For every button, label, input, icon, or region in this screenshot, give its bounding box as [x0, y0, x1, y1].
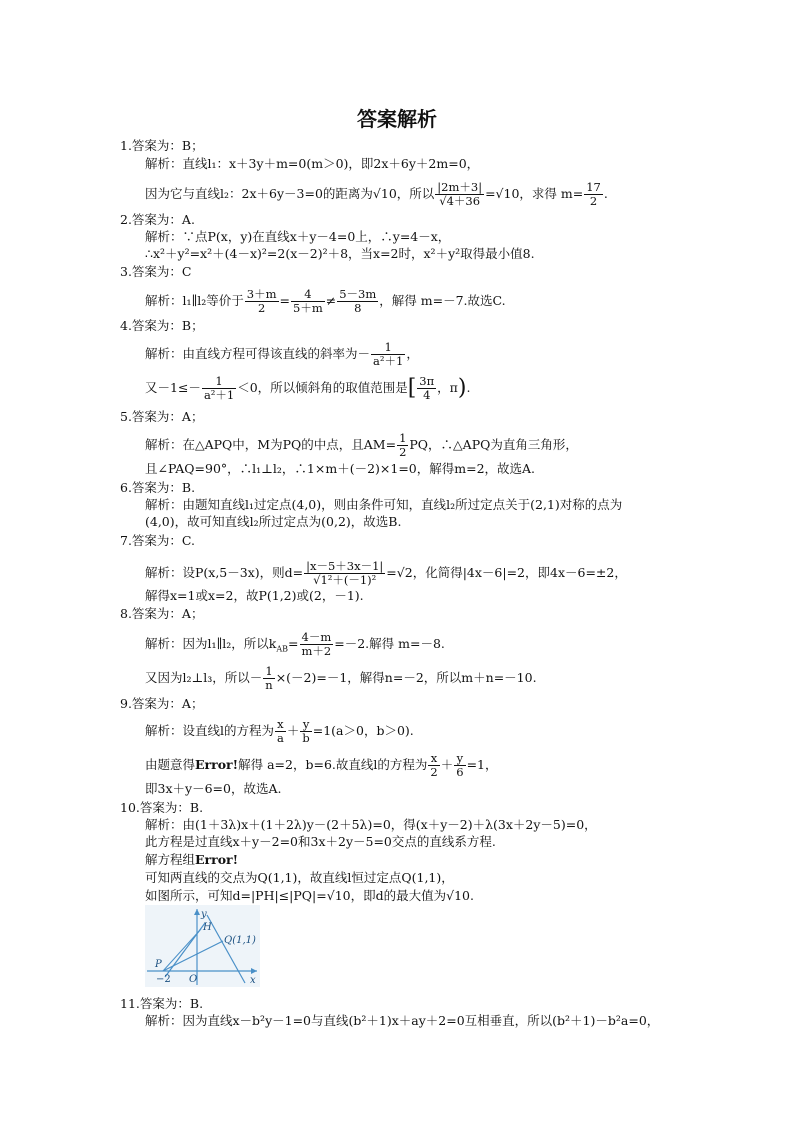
- solution-8-line-1: [145, 631, 445, 658]
- numerator: x: [428, 752, 439, 766]
- numerator: 17: [586, 180, 601, 194]
- page-title: 答案解析: [357, 107, 437, 131]
- answer-9: 9.答案为：A；: [120, 696, 204, 711]
- answer-8: 8.答案为：A；: [120, 606, 204, 621]
- right-paren: ): [457, 375, 467, 401]
- text: PQ，∴△APQ为直角三角形，: [409, 437, 578, 452]
- answer-3: 3.答案为：C: [120, 264, 192, 279]
- solution-10-line-1: 解析：由(1＋3λ)x＋(1＋2λ)y－(2＋5λ)=0，得(x＋y－2)＋λ(3x＋2y－5)=0，: [145, 817, 597, 832]
- text: 因为它与直线l₂：2x＋6y－3=0的距离为√10，所以: [145, 186, 435, 201]
- solution-6-line-2: (4,0)，故可知直线l₂所过定点为(0,2)，故选B.: [145, 514, 402, 529]
- fraction: [245, 288, 279, 315]
- solution-1-line-1: 解析：直线l₁：x＋3y＋m=0(m＞0)，即2x＋6y＋2m=0，: [145, 156, 480, 171]
- subscript: AB: [276, 644, 289, 654]
- numerator: 1: [202, 375, 236, 389]
- numerator: |2m＋3|: [437, 180, 483, 194]
- text: ≠: [325, 293, 337, 308]
- fraction: [304, 560, 385, 587]
- text: 又－1≤－: [145, 380, 201, 395]
- text: =1(a＞0，b＞0).: [312, 723, 414, 738]
- error-text: Error!: [195, 757, 239, 772]
- numerator: 1: [263, 665, 274, 679]
- fraction: [428, 752, 439, 779]
- text: ×(－2)=－1，解得n=－2，所以m＋n=－10.: [275, 670, 537, 685]
- solution-8-line-2: [145, 665, 537, 692]
- fraction: [435, 181, 484, 208]
- text: =: [288, 636, 299, 651]
- fraction: [291, 288, 325, 315]
- solution-9-line-1: [145, 718, 414, 745]
- label-H: H: [203, 922, 212, 933]
- denominator: n: [265, 678, 273, 692]
- solution-5-line-2: 且∠PAQ=90°，∴l₁⊥l₂，∴1×m＋(－2)×1=0，解得m=2，故选A.: [145, 461, 536, 476]
- text: ，π: [437, 380, 458, 395]
- denominator: 4: [423, 388, 431, 402]
- text: ＋: [286, 723, 300, 738]
- fraction: [397, 432, 408, 459]
- text: ，解得 m=－7.故选C.: [379, 293, 506, 308]
- numerator: y: [454, 752, 465, 766]
- answer-2: 2.答案为：A.: [120, 212, 195, 227]
- fraction: [454, 752, 465, 779]
- denominator: 6: [456, 765, 464, 779]
- denominator: a²＋1: [373, 354, 404, 368]
- denominator: √4＋36: [439, 194, 481, 208]
- fraction: [263, 665, 274, 692]
- text: ＋: [440, 757, 454, 772]
- text: .: [603, 186, 608, 201]
- label-y: y: [201, 909, 207, 920]
- numerator: 3π: [419, 374, 435, 388]
- fraction: [202, 375, 236, 402]
- answer-1: 1.答案为：B；: [120, 138, 204, 153]
- answer-5: 5.答案为：A；: [120, 409, 204, 424]
- solution-2-line-1: 解析：∵点P(x，y)在直线x＋y－4=0上，∴y=4－x，: [145, 229, 451, 244]
- numerator: 5－3m: [339, 287, 377, 301]
- numerator: 4－m: [301, 630, 332, 644]
- answer-10: 10.答案为：B.: [120, 800, 204, 815]
- text: 解析：在△APQ中，M为PQ的中点，且AM=: [145, 437, 397, 452]
- denominator: √1²＋(－1)²: [313, 573, 377, 587]
- fraction: [300, 631, 334, 658]
- text: 解析：l₁∥l₂等价于: [145, 293, 244, 308]
- denominator: a: [277, 731, 284, 745]
- label-x: x: [250, 975, 256, 986]
- solution-4-line-1: [145, 341, 419, 368]
- fraction: [275, 718, 286, 745]
- text: =－2.解得 m=－8.: [334, 636, 445, 651]
- label-O: O: [189, 974, 198, 985]
- text: 解析：因为l₁∥l₂，所以k: [145, 636, 277, 651]
- text: 又因为l₂⊥l₃，所以－: [145, 670, 263, 685]
- answer-6: 6.答案为：B.: [120, 480, 196, 495]
- text: 解方程组: [145, 852, 196, 867]
- denominator: 2: [430, 765, 438, 779]
- denominator: 8: [354, 301, 362, 315]
- solution-11-line-1: 解析：因为直线x－b²y－1=0与直线(b²＋1)x＋ay＋2=0互相垂直，所以(b²＋1)－b²a=0，: [145, 1013, 660, 1028]
- numerator: y: [300, 718, 311, 732]
- text: =√2，化简得|4x－6|=2，即4x－6=±2，: [386, 565, 627, 580]
- answer-11: 11.答案为：B.: [120, 996, 204, 1011]
- denominator: 2: [399, 445, 407, 459]
- text: =1，: [466, 757, 498, 772]
- numerator: 1: [371, 341, 405, 355]
- denominator: 2: [258, 301, 266, 315]
- solution-5-line-1: [145, 432, 578, 459]
- numerator: 1: [399, 431, 407, 445]
- text: 解析：设P(x,5－3x)，则d=: [145, 565, 304, 580]
- answer-7: 7.答案为：C.: [120, 533, 196, 548]
- text: 解析：由直线方程可得该直线的斜率为－: [145, 346, 371, 361]
- answer-4: 4.答案为：B；: [120, 318, 204, 333]
- denominator: b: [302, 731, 310, 745]
- fraction: [337, 288, 378, 315]
- solution-7-line-1: [145, 560, 627, 587]
- solution-6-line-1: 解析：由题知直线l₁过定点(4,0)，则由条件可知，直线l₂所过定点关于(2,1)对称的点为: [145, 497, 623, 512]
- label-P: P: [155, 959, 162, 970]
- solution-10-line-3: [145, 852, 238, 868]
- solution-3-line-1: [145, 288, 506, 315]
- fraction: [300, 718, 311, 745]
- numerator: 4: [291, 288, 325, 302]
- fraction: [584, 181, 603, 208]
- text: =√10，求得 m=: [485, 186, 584, 201]
- text: =: [279, 293, 291, 308]
- numerator: x: [275, 718, 286, 732]
- text: ＜0，所以倾斜角的取值范围是: [237, 380, 408, 395]
- solution-2-line-2: ∴x²＋y²=x²＋(4－x)²=2(x－2)²＋8，当x=2时，x²＋y²取得最小值8.: [145, 246, 535, 261]
- fraction: [417, 375, 436, 402]
- text: 由题意得: [145, 757, 196, 772]
- fraction: [371, 341, 405, 368]
- numerator: 3＋m: [246, 287, 277, 301]
- coordinate-figure: [145, 905, 260, 987]
- denominator: a²＋1: [203, 388, 235, 402]
- solution-4-line-2: 又－1≤－ $\frac{1}{\text{a²＋1}}$ ＜0，所以倾斜角的取值范围是[ $\frac{3\pi}{4}$ ，π).: [145, 374, 471, 402]
- solution-1-line-2: [145, 181, 608, 208]
- text: 解得 a=2，b=6.故直线l的方程为: [238, 757, 428, 772]
- denominator: m＋2: [301, 644, 332, 658]
- error-text: Error!: [195, 852, 239, 867]
- label-Q: Q(1,1): [224, 935, 256, 946]
- label-minus-2: −2: [156, 974, 171, 985]
- solution-9-line-2: [145, 752, 498, 779]
- solution-9-line-3: 即3x＋y－6=0，故选A.: [145, 781, 282, 796]
- left-bracket: [: [407, 375, 417, 401]
- solution-10-line-4: 可知两直线的交点为Q(1,1)，故直线l恒过定点Q(1,1)，: [145, 870, 454, 885]
- denominator: 5＋m: [293, 301, 323, 315]
- denominator: 2: [589, 194, 598, 208]
- solution-10-line-2: 此方程是过直线x＋y－2=0和3x＋2y－5=0交点的直线系方程.: [145, 834, 496, 849]
- solution-10-line-5: 如图所示，可知d=|PH|≤|PQ|=√10，即d的最大值为√10.: [145, 888, 474, 903]
- solution-7-line-2: 解得x=1或x=2，故P(1,2)或(2，－1).: [145, 588, 364, 603]
- numerator: |x－5＋3x－1|: [306, 559, 384, 573]
- text: 解析：设直线l的方程为: [145, 723, 274, 738]
- text: ，: [406, 346, 419, 361]
